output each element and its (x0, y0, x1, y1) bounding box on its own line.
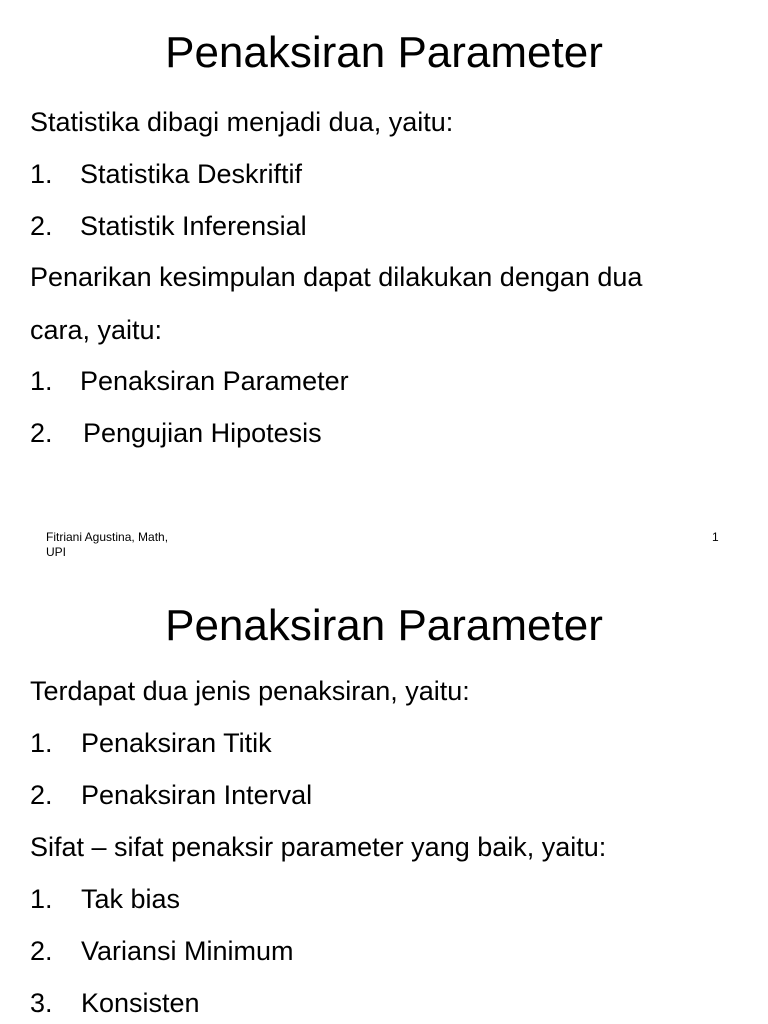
slide-2-list1-item-1 (30, 726, 730, 760)
slide-1-list2-item-2 (30, 416, 730, 450)
footer-author-line-2: UPI (46, 545, 67, 559)
slide-2-list2-item-2 (30, 934, 730, 968)
slide-1-list1-item-1 (30, 157, 730, 191)
slide-2 (0, 570, 768, 1024)
list-text: Statistik Inferensial (80, 211, 307, 241)
list-text: Statistika Deskriftif (80, 159, 303, 189)
footer-author-line-1: Fitriani Agustina, Math, (46, 530, 169, 544)
slide-1-list2-item-1 (30, 364, 730, 398)
slide-2-intro: Terdapat dua jenis penaksiran, yaitu: (30, 676, 470, 706)
slide-2-paragraph: Sifat – sifat penaksir parameter yang baik, yaitu: (30, 832, 607, 862)
slide-1-list1-item-2 (30, 209, 730, 243)
slide-1-paragraph-line-2: cara, yaitu: (30, 315, 163, 345)
slide-1-paragraph-line-1: Penarikan kesimpulan dapat dilakukan dengan dua (30, 262, 643, 292)
list-number: 2. (30, 780, 53, 810)
list-number: 1. (30, 366, 53, 396)
list-text: Penaksiran Interval (81, 780, 313, 810)
slide-2-title: Penaksiran Parameter (165, 601, 603, 650)
list-text: Penaksiran Titik (81, 728, 272, 758)
list-text: Konsisten (81, 988, 200, 1018)
list-text: Tak bias (81, 884, 181, 914)
slide-2-list2-item-3 (30, 986, 730, 1020)
slide-1-intro: Statistika dibagi menjadi dua, yaitu: (30, 107, 454, 137)
slide-1-title: Penaksiran Parameter (165, 28, 603, 77)
slide-1-footer-author (46, 530, 226, 560)
list-text: Penaksiran Parameter (80, 366, 349, 396)
list-number: 1. (30, 728, 53, 758)
list-number: 2. (30, 418, 53, 448)
list-number: 3. (30, 988, 53, 1018)
slide-2-list1-item-2 (30, 778, 730, 812)
list-number: 1. (30, 159, 53, 189)
slide-1-page-number: 1 (712, 530, 719, 544)
slide-2-list2-item-1 (30, 882, 730, 916)
list-number: 2. (30, 936, 53, 966)
list-number: 2. (30, 211, 53, 241)
list-text: Variansi Minimum (81, 936, 294, 966)
list-number: 1. (30, 884, 53, 914)
list-text: Pengujian Hipotesis (83, 418, 322, 448)
